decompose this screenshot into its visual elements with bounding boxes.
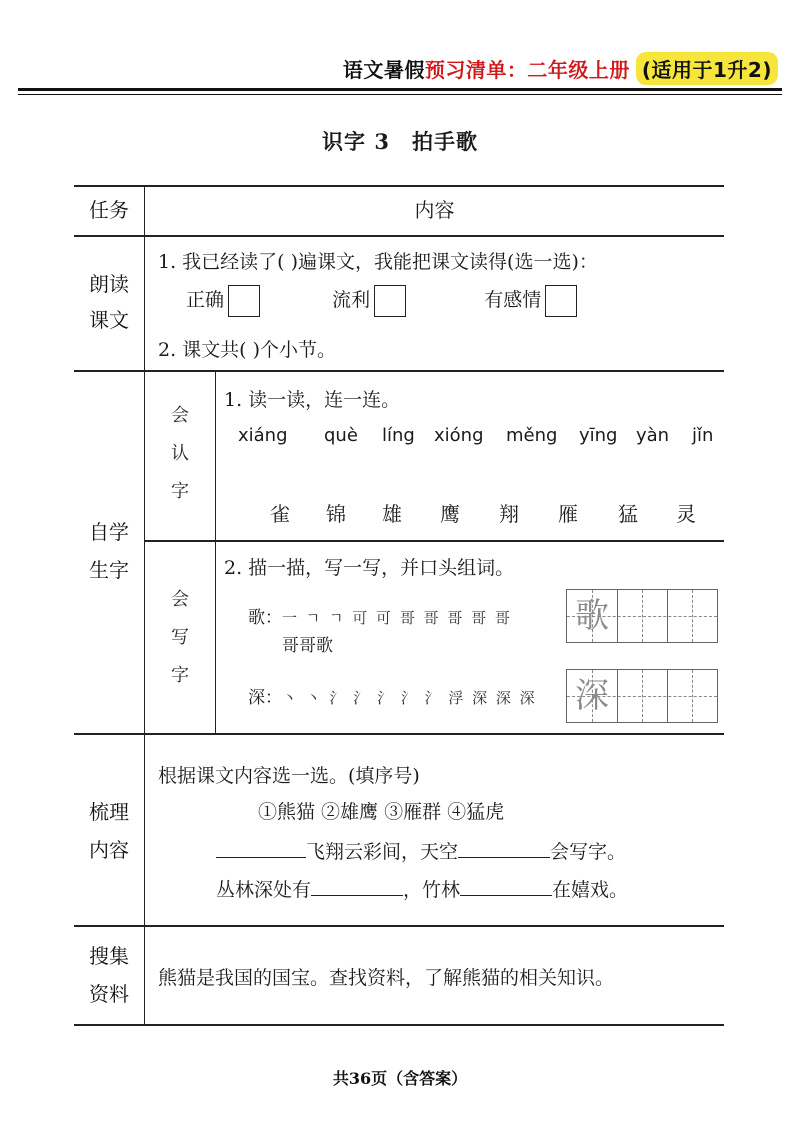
option-correct-label: 正确 [186, 289, 225, 311]
table-subrow-divider [145, 540, 724, 542]
hanzi-item[interactable]: 猛 [618, 502, 638, 526]
sort-options: ①熊猫 ②雄鹰 ③雁群 ④猛虎 [258, 801, 505, 823]
row-label-sort-top: 梳理 [89, 800, 129, 824]
header-title-part1: 语文暑假 [342, 57, 425, 82]
lesson-name: 拍手歌 [411, 129, 478, 154]
stroke-sequence-ge: 一 ㄱ ㄱ 可 可 哥 哥 哥 哥 哥 [282, 609, 512, 627]
sub-label-write-1: 会 [171, 589, 189, 610]
table-border-top [74, 185, 724, 187]
table-row-divider [74, 370, 724, 372]
row-label-collect-bottom: 资料 [89, 982, 129, 1006]
row-label-study-bottom: 生字 [89, 558, 129, 582]
stroke-prefix-shen: 深： [248, 688, 282, 708]
hanzi-item[interactable]: 鹰 [440, 502, 460, 526]
read-question-1: 1. 我已经读了( )遍课文，我能把课文读得(选一选)： [158, 251, 598, 273]
column-header-task: 任务 [89, 198, 129, 222]
page-footer: 共36页（含答案） [332, 1069, 468, 1088]
hanzi-item[interactable]: 雄 [382, 502, 402, 526]
write-instruction: 2. 描一描，写一写，并口头组词。 [224, 557, 515, 579]
stroke-order-ge [248, 603, 512, 628]
pinyin-item[interactable]: què [324, 425, 358, 446]
stroke-order-ge-line2: 哥哥歌 [282, 636, 333, 656]
sub-label-recognize-2: 认 [171, 443, 189, 464]
answer-blank[interactable] [216, 837, 306, 858]
pinyin-item[interactable]: měng [506, 425, 558, 446]
row-label-collect-top: 搜集 [89, 944, 129, 968]
pinyin-item[interactable]: xiáng [238, 425, 288, 446]
table-border-bottom [74, 1024, 724, 1026]
sort-instruction: 根据课文内容选一选。(填序号) [158, 765, 420, 787]
row-label-read-bottom: 课文 [89, 308, 129, 332]
hanzi-item[interactable]: 锦 [326, 502, 346, 526]
option-emotion-checkbox[interactable] [545, 285, 577, 317]
read-options [186, 285, 577, 317]
pinyin-item[interactable]: xióng [434, 425, 484, 446]
hanzi-item[interactable]: 灵 [676, 502, 696, 526]
stroke-order-shen [248, 683, 537, 708]
hanzi-item[interactable]: 翔 [499, 502, 519, 526]
sentence2-part-c: 在嬉戏。 [552, 879, 629, 901]
answer-blank[interactable] [460, 875, 552, 896]
header-grade-tag: (适用于1升2) [636, 52, 778, 85]
sub-label-recognize-3: 字 [171, 481, 189, 502]
row-label-sort-bottom: 内容 [89, 838, 129, 862]
header-title-part2: 预习清单：二年级上册 [424, 57, 630, 82]
stroke-prefix-ge: 歌： [248, 608, 282, 628]
answer-blank[interactable] [458, 837, 550, 858]
sub-label-write-3: 字 [171, 665, 189, 686]
sentence1-part-b: 会写字。 [550, 841, 627, 863]
header-rule-thin [18, 94, 782, 95]
header-rule-thick [18, 88, 782, 91]
sentence2-part-a: 丛林深处有 [216, 879, 312, 901]
table-subcolumn-divider [215, 370, 216, 733]
page-header [343, 50, 778, 86]
table-row-divider [74, 733, 724, 735]
answer-blank[interactable] [311, 875, 403, 896]
pinyin-item[interactable]: jǐn [692, 425, 714, 446]
sentence2-part-b: ，竹林 [403, 879, 461, 901]
sentence1-part-a: 飞翔云彩间，天空 [306, 841, 459, 863]
option-fluent-checkbox[interactable] [374, 285, 406, 317]
pinyin-item[interactable]: líng [382, 425, 415, 446]
worksheet-table [74, 185, 724, 1025]
hanzi-item[interactable]: 雀 [270, 502, 290, 526]
option-correct-checkbox[interactable] [228, 285, 260, 317]
option-emotion-label: 有感情 [484, 289, 542, 311]
trace-char-ge: 歌 [575, 596, 609, 636]
recognize-instruction: 1. 读一读，连一连。 [224, 389, 401, 411]
lesson-title [0, 126, 800, 156]
trace-char-shen: 深 [575, 676, 609, 716]
sub-label-recognize-1: 会 [171, 405, 189, 426]
option-fluent-label: 流利 [332, 289, 371, 311]
table-header-divider [74, 235, 724, 237]
sort-sentence-1 [216, 837, 626, 864]
stroke-sequence-shen: 丶 丶 氵 氵 氵 氵 氵 浮 深 深 深 [282, 689, 537, 707]
row-label-study-top: 自学 [89, 520, 129, 544]
column-header-content: 内容 [414, 198, 455, 222]
row-label-read-top: 朗读 [89, 272, 129, 296]
writing-grid-shen[interactable] [566, 669, 718, 723]
writing-grid-ge[interactable] [566, 589, 718, 643]
read-question-2: 2. 课文共( )个小节。 [158, 339, 337, 361]
collect-text: 熊猫是我国的国宝。查找资料，了解熊猫的相关知识。 [158, 967, 615, 989]
sub-label-write-2: 写 [171, 627, 189, 648]
hanzi-item[interactable]: 雁 [558, 502, 578, 526]
table-row-divider [74, 925, 724, 927]
sort-sentence-2 [216, 875, 628, 902]
pinyin-item[interactable]: yàn [636, 425, 670, 446]
lesson-number: 识字 3 [322, 129, 390, 154]
pinyin-item[interactable]: yīng [579, 425, 618, 446]
